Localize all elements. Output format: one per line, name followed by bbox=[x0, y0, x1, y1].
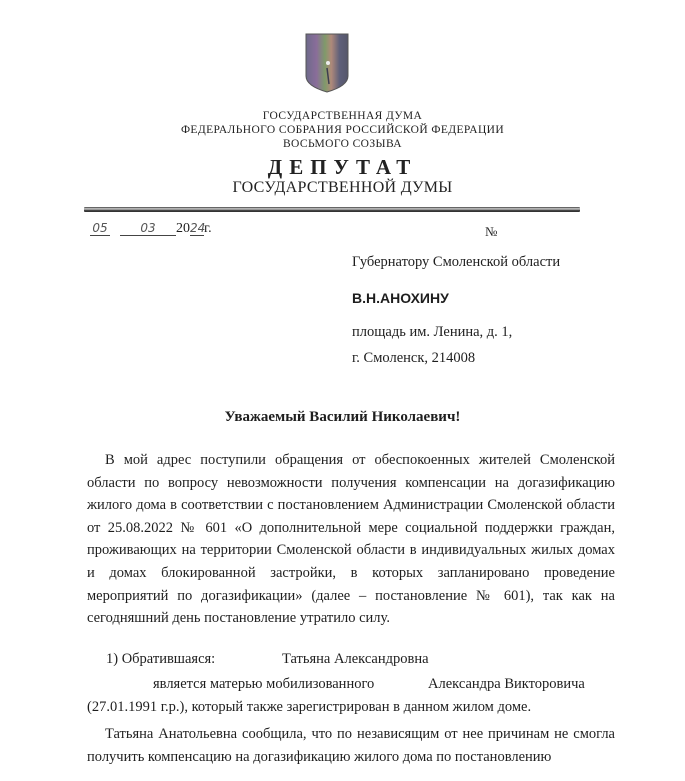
date-year-suffix: 24 bbox=[190, 221, 206, 235]
coat-of-arms-emblem bbox=[304, 32, 350, 94]
item1-label: 1) Обратившаяся: bbox=[106, 651, 216, 667]
date-suffix: г. bbox=[204, 221, 212, 236]
item1-relation: является матерью мобилизованного bbox=[153, 676, 375, 692]
recipient-name: В.Н.АНОХИНУ bbox=[352, 290, 449, 306]
item1-son-name: Александра Викторовича bbox=[428, 676, 585, 692]
item1-name: Татьяна Александровна bbox=[282, 651, 429, 667]
recipient-city: г. Смоленск, 214008 bbox=[352, 350, 476, 366]
document-date bbox=[90, 221, 212, 237]
recipient-position: Губернатору Смоленской области bbox=[352, 254, 561, 270]
date-year-prefix: 20 bbox=[176, 221, 190, 236]
date-month: 03 bbox=[120, 222, 176, 236]
body-paragraph-1: В мой адрес поступили обращения от обеспокоенных жителей Смоленской области по вопросу невозможности получения компенсации на догазификацию жилого дома в соответствии с постановлением Администрации Смоленской области от 25.08.2022 № 601 «О дополнительной мере социальной поддержки граждан, проживающих на территории Смоленской области в индивидуальных жилых домах и домах блокированной застройки, в которых запланировано проведение мероприятий по догазификации» (далее – постановление № 601), так как на сегодняшний день постановление утратило силу. bbox=[87, 452, 615, 627]
letterhead-subtitle: ГОСУДАРСТВЕННОЙ ДУМЫ bbox=[232, 179, 453, 196]
document-number-label: № bbox=[485, 224, 498, 239]
recipient-street: площадь им. Ленина, д. 1, bbox=[352, 324, 513, 340]
letterhead-title: ДЕПУТАТ bbox=[267, 155, 418, 179]
greeting: Уважаемый Василий Николаевич! bbox=[224, 409, 461, 425]
header-divider bbox=[84, 207, 580, 212]
letterhead-line-assembly: ФЕДЕРАЛЬНОГО СОБРАНИЯ РОССИЙСКОЙ ФЕДЕРАЦИИ bbox=[180, 124, 505, 136]
letterhead-line-convocation: ВОСЬМОГО СОЗЫВА bbox=[282, 138, 403, 150]
date-day: 05 bbox=[90, 222, 110, 236]
item1-son-birth: (27.01.1991 г.р.), который также зарегистрирован в данном жилом доме. bbox=[87, 699, 532, 715]
body-paragraph-2: Татьяна Анатольевна сообщила, что по независящим от нее причинам не смогла получить компенсацию на догазификацию жилого дома по постановлению bbox=[87, 726, 615, 765]
letterhead-line-duma: ГОСУДАРСТВЕННАЯ ДУМА bbox=[262, 110, 423, 122]
